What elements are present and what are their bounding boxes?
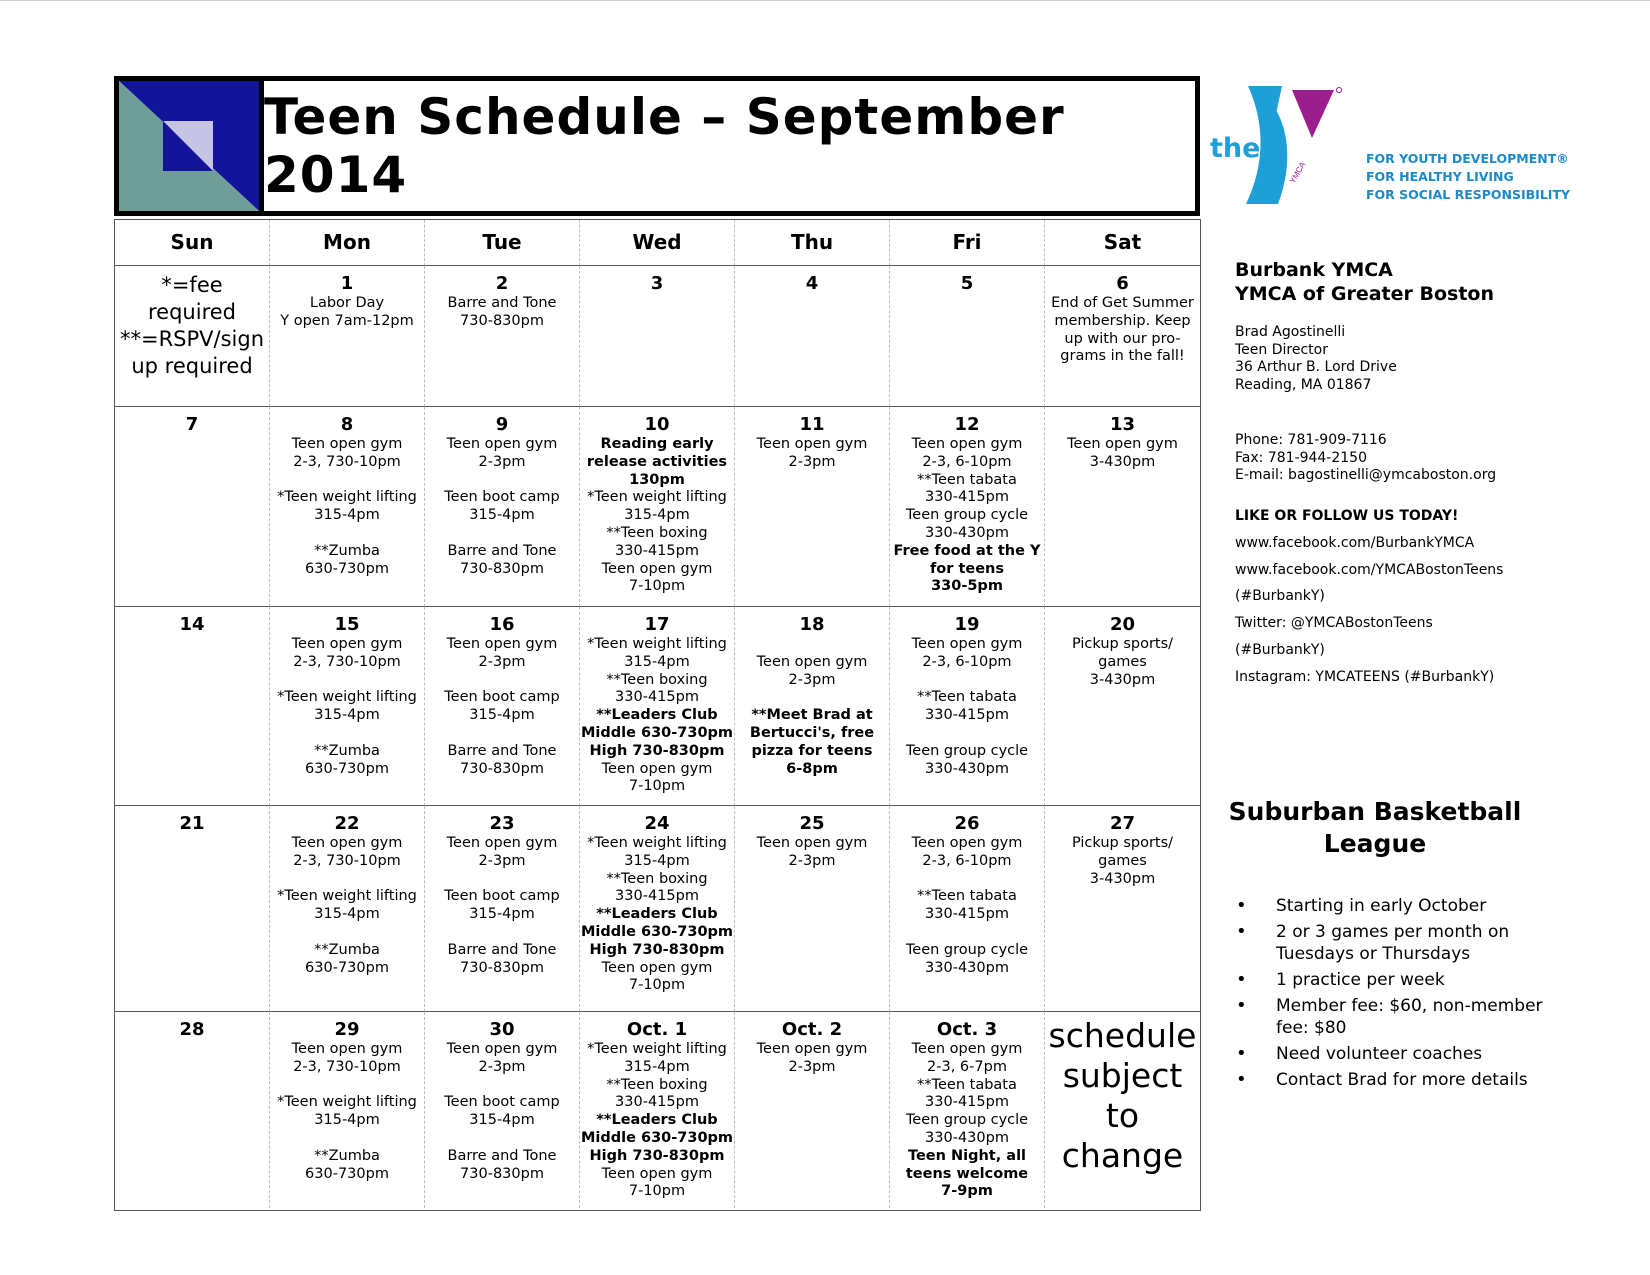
event-line: Teen group cycle xyxy=(905,1112,1029,1129)
legend-text: *=fee xyxy=(161,273,223,297)
event-line: *Teen weight lifting xyxy=(277,489,417,506)
event-line: 2-3pm xyxy=(788,1058,836,1075)
event-line: Teen boot camp xyxy=(444,888,560,905)
event-line: games xyxy=(1098,653,1147,670)
event-line: Barre and Tone xyxy=(447,542,557,559)
event-line: Teen boot camp xyxy=(444,689,560,706)
day-number: 17 xyxy=(644,614,670,635)
weekday-header: Mon xyxy=(270,220,425,266)
day-number: 23 xyxy=(489,813,515,834)
quilt-logo-icon xyxy=(119,81,264,211)
day-cell xyxy=(735,806,890,1012)
tagline: FOR YOUTH DEVELOPMENT® xyxy=(1366,151,1569,166)
event-line: 330-430pm xyxy=(925,959,1009,976)
day-cell xyxy=(735,266,890,407)
social-link[interactable]: www.facebook.com/BurbankYMCA xyxy=(1235,534,1475,551)
event-line: **Leaders Club xyxy=(596,906,718,923)
event-line: 330-430pm xyxy=(925,524,1009,541)
event-line: High 730-830pm xyxy=(589,742,725,759)
event-line: 7-10pm xyxy=(628,778,686,795)
day-number: 29 xyxy=(334,1019,360,1040)
event-line: Teen open gym xyxy=(911,636,1023,652)
phone-number: Phone: 781-909-7116 xyxy=(1235,432,1387,448)
event-line: Teen open gym xyxy=(291,636,403,652)
day-number: 19 xyxy=(954,614,980,635)
event-line: *Teen weight lifting xyxy=(587,489,727,506)
tagline: FOR SOCIAL RESPONSIBILITY xyxy=(1366,187,1571,202)
event-line: 330-415pm xyxy=(925,906,1009,923)
event-line: 315-4pm xyxy=(624,852,690,869)
event-line: Middle 630-730pm xyxy=(580,724,734,741)
event-line: 730-830pm xyxy=(460,560,544,577)
event-line: Teen open gym xyxy=(1067,436,1178,452)
event-line: teens welcome xyxy=(905,1165,1029,1182)
day-number: 25 xyxy=(799,813,825,834)
event-line xyxy=(270,1130,424,1148)
day-number: 22 xyxy=(334,813,360,834)
day-cell xyxy=(270,806,425,1012)
event-line: **Zumba xyxy=(314,941,380,958)
day-number: 7 xyxy=(185,414,199,435)
day-cell xyxy=(425,806,580,1012)
event-line: **Teen boxing xyxy=(606,524,708,541)
event-line: 330-415pm xyxy=(615,1094,699,1111)
list-item: • Need volunteer coaches xyxy=(1236,1043,1566,1065)
event-line: High 730-830pm xyxy=(589,1147,725,1164)
event-line xyxy=(425,871,579,889)
event-line: **Zumba xyxy=(314,1147,380,1164)
event-line: Y open 7am-12pm xyxy=(280,312,414,329)
event-line: 315-4pm xyxy=(624,507,690,524)
day-cell xyxy=(270,607,425,806)
day-cell xyxy=(1045,266,1200,407)
event-line: Middle 630-730pm xyxy=(580,923,734,940)
event-line: 330-5pm xyxy=(931,578,1003,595)
schedule-note-text: change xyxy=(1061,1136,1184,1175)
day-number: 6 xyxy=(1116,273,1129,294)
contact-name: Brad Agostinelli xyxy=(1235,324,1346,340)
day-cell xyxy=(890,1012,1045,1208)
list-item: • 1 practice per week xyxy=(1236,969,1566,991)
event-line: 6-8pm xyxy=(786,760,838,777)
list-item: • Starting in early October xyxy=(1236,895,1566,917)
day-cell xyxy=(270,266,425,407)
event-line: membership. Keep xyxy=(1054,312,1191,329)
event-line: 330-415pm xyxy=(615,888,699,905)
event-line: 2-3, 6-7pm xyxy=(927,1058,1007,1075)
event-line: Teen open gym xyxy=(911,436,1023,452)
list-item: • Contact Brad for more details xyxy=(1236,1069,1566,1091)
day-number: 9 xyxy=(495,414,509,435)
event-line: Teen open gym xyxy=(446,636,558,652)
event-line: 2-3pm xyxy=(478,453,526,470)
event-line: grams in the fall! xyxy=(1060,348,1185,365)
event-line xyxy=(890,871,1044,889)
event-line: 730-830pm xyxy=(460,760,544,777)
event-line: 2-3, 730-10pm xyxy=(293,1058,401,1075)
ymca-wordmark: the xyxy=(1210,133,1261,164)
event-line: Middle 630-730pm xyxy=(580,1129,734,1146)
list-item: • 2 or 3 games per month on Tuesdays or Thursdays xyxy=(1236,921,1566,965)
event-line: 730-830pm xyxy=(460,959,544,976)
day-cell xyxy=(115,607,270,806)
event-line: 2-3pm xyxy=(788,852,836,869)
event-line xyxy=(270,725,424,743)
day-cell xyxy=(425,1012,580,1208)
event-line: 330-430pm xyxy=(925,760,1009,777)
event-line: 7-10pm xyxy=(628,1183,686,1200)
day-number: 8 xyxy=(340,414,354,435)
social-link[interactable]: Instagram: YMCATEENS (#BurbankY) xyxy=(1235,668,1495,685)
event-line: 2-3pm xyxy=(478,1058,526,1075)
branch-name: Burbank YMCA xyxy=(1235,259,1393,281)
event-line: **Teen tabata xyxy=(917,689,1017,706)
event-line: *Teen weight lifting xyxy=(277,689,417,706)
event-line: *Teen weight lifting xyxy=(587,1041,727,1057)
email-link[interactable]: E-mail: bagostinelli@ymcaboston.org xyxy=(1235,467,1497,484)
event-line: Teen boot camp xyxy=(444,489,560,506)
day-cell xyxy=(1045,407,1200,607)
day-cell xyxy=(115,407,270,607)
event-line: for teens xyxy=(929,560,1005,577)
event-line: 2-3, 6-10pm xyxy=(922,453,1012,470)
event-line xyxy=(425,472,579,490)
day-number: 28 xyxy=(179,1019,205,1040)
event-line: Barre and Tone xyxy=(447,941,557,958)
event-line: Teen open gym xyxy=(911,1041,1023,1057)
day-number: 18 xyxy=(799,614,825,635)
day-number: 30 xyxy=(489,1019,515,1040)
event-line: Teen open gym xyxy=(756,835,868,851)
event-line: Teen open gym xyxy=(291,436,403,452)
weekday-header: Fri xyxy=(890,220,1045,266)
day-cell xyxy=(425,407,580,607)
event-line: Teen open gym xyxy=(601,560,713,577)
league-title: Suburban Basketball League xyxy=(1228,797,1522,858)
event-line: release activities xyxy=(586,453,728,470)
legend-text: **=RSPV/sign xyxy=(119,327,265,351)
title-banner xyxy=(114,76,1200,216)
event-line: 315-4pm xyxy=(469,507,535,524)
event-line: Teen open gym xyxy=(601,1165,713,1182)
social-heading: LIKE OR FOLLOW US TODAY! xyxy=(1235,508,1459,524)
weekday-header: Tue xyxy=(425,220,580,266)
event-line xyxy=(425,1130,579,1148)
day-number: 26 xyxy=(954,813,980,834)
day-cell xyxy=(580,1012,735,1208)
event-line: 630-730pm xyxy=(305,1165,389,1182)
day-number: 27 xyxy=(1109,813,1136,834)
day-cell xyxy=(115,1012,270,1208)
event-line xyxy=(735,689,889,707)
event-line: 630-730pm xyxy=(305,959,389,976)
event-line xyxy=(890,672,1044,690)
event-line: 730-830pm xyxy=(460,312,544,329)
event-line: Pickup sports/ xyxy=(1071,835,1174,851)
event-line: **Teen tabata xyxy=(917,1076,1017,1093)
event-line: 3-430pm xyxy=(1089,671,1156,688)
event-line: 315-4pm xyxy=(469,1112,535,1129)
event-line: Reading early xyxy=(600,436,714,452)
day-cell xyxy=(270,407,425,607)
event-line: Barre and Tone xyxy=(447,1147,557,1164)
event-line xyxy=(890,725,1044,743)
event-line: 315-4pm xyxy=(624,653,690,670)
page-title: Teen Schedule – September 2014 xyxy=(264,88,1065,204)
day-number: 14 xyxy=(179,614,205,635)
day-number: Oct. 1 xyxy=(626,1019,688,1040)
day-cell xyxy=(425,607,580,806)
event-line: pizza for teens xyxy=(751,742,873,759)
day-number: 2 xyxy=(495,273,509,294)
event-line: 7-10pm xyxy=(628,977,686,994)
day-cell xyxy=(890,806,1045,1012)
event-line: Teen boot camp xyxy=(444,1094,560,1111)
weekday-header: Thu xyxy=(735,220,890,266)
event-line xyxy=(270,871,424,889)
event-line: **Meet Brad at xyxy=(751,707,873,724)
event-line: End of Get Summer xyxy=(1051,295,1194,311)
event-line: 130pm xyxy=(629,471,685,488)
event-line: Teen open gym xyxy=(446,1041,558,1057)
event-line: 2-3pm xyxy=(788,671,836,688)
day-number: 12 xyxy=(954,414,980,435)
day-number: 20 xyxy=(1109,614,1136,635)
event-line: 7-9pm xyxy=(941,1183,993,1200)
phone-block xyxy=(1235,432,1496,485)
event-line: Bertucci's, free xyxy=(749,724,875,741)
event-line: 630-730pm xyxy=(305,760,389,777)
social-link[interactable]: Twitter: @YMCABostonTeens xyxy=(1235,615,1433,632)
event-line: Barre and Tone xyxy=(447,742,557,759)
weekday-header: Sat xyxy=(1045,220,1200,266)
event-line: 3-430pm xyxy=(1089,870,1156,887)
day-number: Oct. 3 xyxy=(936,1019,998,1040)
day-cell xyxy=(580,806,735,1012)
event-line: Teen open gym xyxy=(756,1041,868,1057)
contact-city: Reading, MA 01867 xyxy=(1235,377,1372,394)
day-number: Oct. 2 xyxy=(781,1019,843,1040)
event-line: **Zumba xyxy=(314,742,380,759)
schedule-note-text: subject xyxy=(1062,1056,1183,1095)
day-number: 11 xyxy=(799,414,825,435)
social-block xyxy=(1235,503,1503,691)
event-line xyxy=(890,924,1044,942)
event-line xyxy=(425,525,579,543)
event-line: Teen open gym xyxy=(601,959,713,976)
day-number: 3 xyxy=(650,273,664,294)
event-line: **Teen tabata xyxy=(917,888,1017,905)
day-number: 10 xyxy=(644,414,670,435)
event-line: Teen open gym xyxy=(446,436,558,452)
event-line: 315-4pm xyxy=(314,1112,380,1129)
event-line: 330-415pm xyxy=(925,1094,1009,1111)
day-cell xyxy=(425,266,580,407)
event-line: **Teen boxing xyxy=(606,1076,708,1093)
event-line xyxy=(270,924,424,942)
event-line: 2-3pm xyxy=(478,653,526,670)
event-line: 330-415pm xyxy=(925,707,1009,724)
event-line: Teen open gym xyxy=(601,760,713,777)
event-line: 2-3pm xyxy=(478,852,526,869)
event-line: 315-4pm xyxy=(314,707,380,724)
day-cell xyxy=(735,1012,890,1208)
event-line: Teen group cycle xyxy=(905,507,1029,524)
event-line: **Teen boxing xyxy=(606,870,708,887)
weekday-header: Wed xyxy=(580,220,735,266)
event-line xyxy=(270,472,424,490)
event-line: Teen open gym xyxy=(756,653,868,670)
calendar-grid xyxy=(114,219,1201,1211)
day-cell xyxy=(890,407,1045,607)
event-line: High 730-830pm xyxy=(589,941,725,958)
event-line: Teen open gym xyxy=(291,835,403,851)
day-number: 15 xyxy=(334,614,360,635)
event-line xyxy=(735,636,889,654)
event-line: 330-430pm xyxy=(925,1129,1009,1146)
event-line: *Teen weight lifting xyxy=(277,1094,417,1111)
day-number: 4 xyxy=(805,273,819,294)
event-line: **Leaders Club xyxy=(596,707,718,724)
event-line: Teen open gym xyxy=(446,835,558,851)
event-line: **Leaders Club xyxy=(596,1112,718,1129)
event-line: **Zumba xyxy=(314,542,380,559)
social-link[interactable]: www.facebook.com/YMCABostonTeens xyxy=(1235,561,1504,578)
event-line: Teen open gym xyxy=(291,1041,403,1057)
social-hashtag: (#BurbankY) xyxy=(1235,641,1325,658)
legend-text: up required xyxy=(131,354,253,378)
event-line xyxy=(270,525,424,543)
schedule-note-cell xyxy=(1045,1012,1200,1208)
day-number: 24 xyxy=(644,813,670,834)
event-line: 2-3, 730-10pm xyxy=(293,852,401,869)
event-line: 2-3, 730-10pm xyxy=(293,453,401,470)
event-line: 315-4pm xyxy=(314,507,380,524)
event-line xyxy=(425,1077,579,1095)
event-line: Teen Night, all xyxy=(907,1147,1027,1164)
day-cell xyxy=(735,607,890,806)
event-line: Teen group cycle xyxy=(905,742,1029,759)
contact-street: 36 Arthur B. Lord Drive xyxy=(1235,359,1397,376)
event-line: Teen group cycle xyxy=(905,941,1029,958)
event-line: 315-4pm xyxy=(469,707,535,724)
day-cell xyxy=(115,806,270,1012)
event-line: Pickup sports/ xyxy=(1071,636,1174,652)
event-line xyxy=(270,672,424,690)
fax-number: Fax: 781-944-2150 xyxy=(1235,449,1367,466)
event-line: 630-730pm xyxy=(305,560,389,577)
event-line xyxy=(425,924,579,942)
event-line: games xyxy=(1098,852,1147,869)
event-line: Teen open gym xyxy=(756,436,868,452)
event-line: 315-4pm xyxy=(314,906,380,923)
day-cell xyxy=(1045,806,1200,1012)
day-number: 21 xyxy=(179,813,205,834)
event-line: 2-3, 6-10pm xyxy=(922,852,1012,869)
event-line: Free food at the Y xyxy=(893,542,1041,559)
event-line: Labor Day xyxy=(309,295,385,311)
day-cell xyxy=(580,266,735,407)
event-line: 730-830pm xyxy=(460,1165,544,1182)
event-line: *Teen weight lifting xyxy=(587,636,727,652)
list-item: • Member fee: $60, non-member fee: $80 xyxy=(1236,995,1566,1039)
legend-cell xyxy=(115,266,270,407)
event-line: **Teen tabata xyxy=(917,471,1017,488)
day-number: 16 xyxy=(489,614,515,635)
day-cell xyxy=(270,1012,425,1208)
day-cell xyxy=(1045,607,1200,806)
social-hashtag: (#BurbankY) xyxy=(1235,588,1325,605)
legend-text: required xyxy=(148,300,236,324)
event-line: **Teen boxing xyxy=(606,671,708,688)
event-line xyxy=(270,1077,424,1095)
event-line: 2-3, 730-10pm xyxy=(293,653,401,670)
event-line: Teen open gym xyxy=(911,835,1023,851)
event-line: 315-4pm xyxy=(624,1058,690,1075)
event-line: 330-415pm xyxy=(925,489,1009,506)
event-line: 330-415pm xyxy=(615,689,699,706)
event-line: 2-3, 6-10pm xyxy=(922,653,1012,670)
event-line: 7-10pm xyxy=(628,578,686,595)
event-line: 2-3pm xyxy=(788,453,836,470)
top-rule xyxy=(0,0,1650,1)
event-line: *Teen weight lifting xyxy=(277,888,417,905)
tagline: FOR HEALTHY LIVING xyxy=(1366,169,1514,184)
day-cell xyxy=(580,607,735,806)
schedule-note-text: schedule xyxy=(1048,1016,1197,1055)
event-line xyxy=(425,725,579,743)
event-line: 315-4pm xyxy=(469,906,535,923)
event-line: 330-415pm xyxy=(615,542,699,559)
event-line: Barre and Tone xyxy=(447,295,557,311)
association-name: YMCA of Greater Boston xyxy=(1235,283,1494,305)
org-block xyxy=(1235,258,1494,306)
day-cell xyxy=(580,407,735,607)
day-number: 13 xyxy=(1109,414,1136,435)
event-line: *Teen weight lifting xyxy=(587,835,727,851)
league-list xyxy=(1236,895,1566,1095)
schedule-note-text: to xyxy=(1105,1096,1140,1135)
event-line: 3-430pm xyxy=(1089,453,1156,470)
day-number: 5 xyxy=(960,273,974,294)
contact-block xyxy=(1235,324,1397,395)
event-line xyxy=(425,672,579,690)
day-cell xyxy=(735,407,890,607)
day-cell xyxy=(890,607,1045,806)
contact-role: Teen Director xyxy=(1235,341,1328,358)
ymca-small-text: YMCA xyxy=(1287,160,1308,185)
day-number: 1 xyxy=(340,273,354,294)
event-line: up with our pro- xyxy=(1064,330,1181,347)
ymca-taglines xyxy=(1366,150,1570,204)
day-cell xyxy=(890,266,1045,407)
weekday-header: Sun xyxy=(115,220,270,266)
